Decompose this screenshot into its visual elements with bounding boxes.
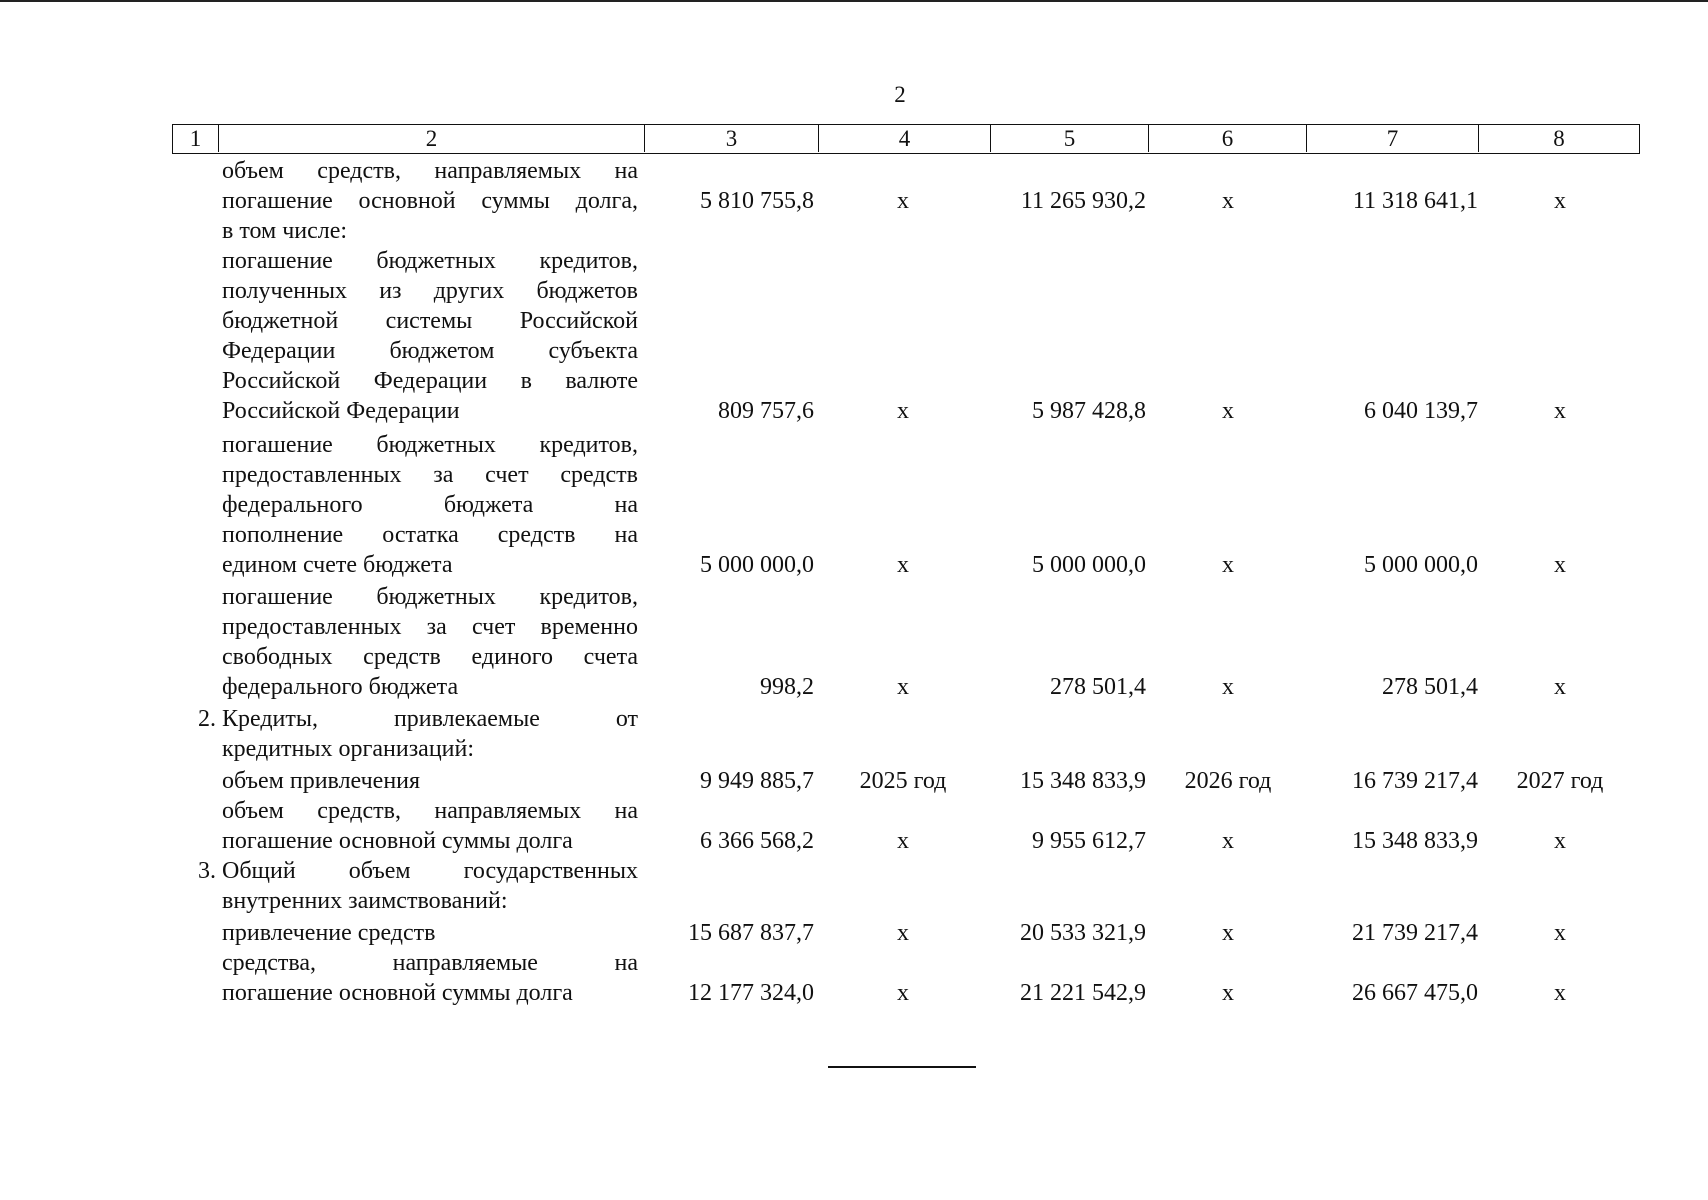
- cell-col-6: х: [1222, 920, 1234, 946]
- cell-col-8: х: [1554, 188, 1566, 214]
- row-label: [222, 246, 638, 426]
- row-number: 2.: [198, 706, 216, 732]
- cell-col-6: х: [1222, 828, 1234, 854]
- row-label-line: средства, направляемые на: [222, 950, 638, 976]
- cell-col-8: х: [1554, 552, 1566, 578]
- cell-col-7: 26 667 475,0: [1352, 980, 1478, 1006]
- row-label-line: пополнение остатка средств на: [222, 522, 638, 548]
- row-label: [222, 582, 638, 702]
- row-label-line: федерального бюджета на: [222, 492, 638, 518]
- cell-col-5: 21 221 542,9: [1020, 980, 1146, 1006]
- cell-col-6: х: [1222, 188, 1234, 214]
- cell-col-7: 15 348 833,9: [1352, 828, 1478, 854]
- header-col-6: 6: [1149, 125, 1307, 152]
- row-label-line: объем привлечения: [222, 768, 421, 794]
- cell-col-6: х: [1222, 674, 1234, 700]
- cell-col-8: х: [1554, 980, 1566, 1006]
- header-col-8: 8: [1553, 126, 1565, 151]
- header-col-5: 5: [991, 125, 1149, 152]
- row-label-line: Кредиты, привлекаемые от: [222, 706, 638, 732]
- row-label-line: предоставленных за счет временно: [222, 614, 638, 640]
- cell-col-3: 12 177 324,0: [688, 980, 814, 1006]
- cell-col-7: 5 000 000,0: [1364, 552, 1478, 578]
- cell-col-5: 20 533 321,9: [1020, 920, 1146, 946]
- row-label: [222, 796, 638, 856]
- row-label-line: Российской Федерации: [222, 398, 460, 424]
- cell-col-7: 278 501,4: [1382, 674, 1478, 700]
- row-label: [222, 704, 638, 764]
- header-col-7: 7: [1307, 125, 1479, 152]
- cell-col-6: х: [1222, 398, 1234, 424]
- cell-col-6: х: [1222, 552, 1234, 578]
- end-of-document-rule: [828, 1066, 976, 1068]
- header-col-1: 1: [173, 125, 219, 152]
- cell-col-7: 6 040 139,7: [1364, 398, 1478, 424]
- row-label-line: федерального бюджета: [222, 674, 459, 700]
- cell-col-3: 6 366 568,2: [700, 828, 814, 854]
- row-label-line: привлечение средств: [222, 920, 436, 946]
- row-label: [222, 766, 638, 796]
- row-label-line: погашение бюджетных кредитов,: [222, 584, 638, 610]
- row-label-line: погашение основной суммы долга,: [222, 188, 638, 214]
- row-label-line: едином счете бюджета: [222, 552, 453, 578]
- row-label-line: объем средств, направляемых на: [222, 158, 638, 184]
- cell-col-3: 9 949 885,7: [700, 768, 814, 794]
- cell-col-7: 11 318 641,1: [1352, 188, 1478, 214]
- cell-col-8: х: [1554, 828, 1566, 854]
- cell-col-6: х: [1222, 980, 1234, 1006]
- cell-col-4: х: [897, 828, 909, 854]
- cell-col-8: х: [1554, 398, 1566, 424]
- header-col-2: 2: [219, 125, 645, 152]
- cell-col-5: 5 987 428,8: [1032, 398, 1146, 424]
- cell-col-8: х: [1554, 674, 1566, 700]
- row-label-line: погашение бюджетных кредитов,: [222, 432, 638, 458]
- cell-col-8: х: [1554, 920, 1566, 946]
- row-label-line: Российской Федерации в валюте: [222, 368, 638, 394]
- cell-col-5: 9 955 612,7: [1032, 828, 1146, 854]
- header-col-4: 4: [819, 125, 991, 152]
- scan-top-border: [0, 0, 1708, 2]
- cell-col-4: х: [897, 674, 909, 700]
- cell-col-5: 5 000 000,0: [1032, 552, 1146, 578]
- cell-col-4: 2025 год: [859, 768, 947, 794]
- row-label-line: погашение основной суммы долга: [222, 828, 573, 854]
- cell-col-6: 2026 год: [1184, 768, 1272, 794]
- cell-col-8: 2027 год: [1516, 768, 1604, 794]
- row-label-line: предоставленных за счет средств: [222, 462, 638, 488]
- row-label-line: погашение основной суммы долга: [222, 980, 573, 1006]
- cell-col-3: 5 810 755,8: [700, 188, 814, 214]
- row-label-line: кредитных организаций:: [222, 736, 475, 762]
- row-number: 3.: [198, 858, 216, 884]
- row-label-line: бюджетной системы Российской: [222, 308, 638, 334]
- cell-col-3: 809 757,6: [718, 398, 814, 424]
- row-label-line: объем средств, направляемых на: [222, 798, 638, 824]
- row-label: [222, 948, 638, 1008]
- cell-col-4: х: [897, 920, 909, 946]
- row-label-line: свободных средств единого счета: [222, 644, 638, 670]
- page-number: 2: [894, 82, 906, 107]
- cell-col-5: 11 265 930,2: [1020, 188, 1146, 214]
- row-label-line: Федерации бюджетом субъекта: [222, 338, 638, 364]
- cell-col-4: х: [897, 188, 909, 214]
- row-label: [222, 918, 638, 948]
- cell-col-3: 15 687 837,7: [688, 920, 814, 946]
- cell-col-5: 15 348 833,9: [1020, 768, 1146, 794]
- row-label-line: внутренних заимствований:: [222, 888, 508, 914]
- row-label-line: в том числе:: [222, 218, 348, 244]
- cell-col-3: 5 000 000,0: [700, 552, 814, 578]
- cell-col-4: х: [897, 980, 909, 1006]
- header-col-3: 3: [645, 125, 819, 152]
- row-label-line: Общий объем государственных: [222, 858, 638, 884]
- row-label: [222, 430, 638, 580]
- cell-col-3: 998,2: [760, 674, 814, 700]
- cell-col-5: 278 501,4: [1050, 674, 1146, 700]
- cell-col-4: х: [897, 552, 909, 578]
- cell-col-4: х: [897, 398, 909, 424]
- row-label-line: полученных из других бюджетов: [222, 278, 638, 304]
- row-label-line: погашение бюджетных кредитов,: [222, 248, 638, 274]
- row-label: [222, 156, 638, 246]
- row-label: [222, 856, 638, 916]
- cell-col-7: 21 739 217,4: [1352, 920, 1478, 946]
- table-header-row: [172, 124, 1640, 154]
- cell-col-7: 16 739 217,4: [1352, 768, 1478, 794]
